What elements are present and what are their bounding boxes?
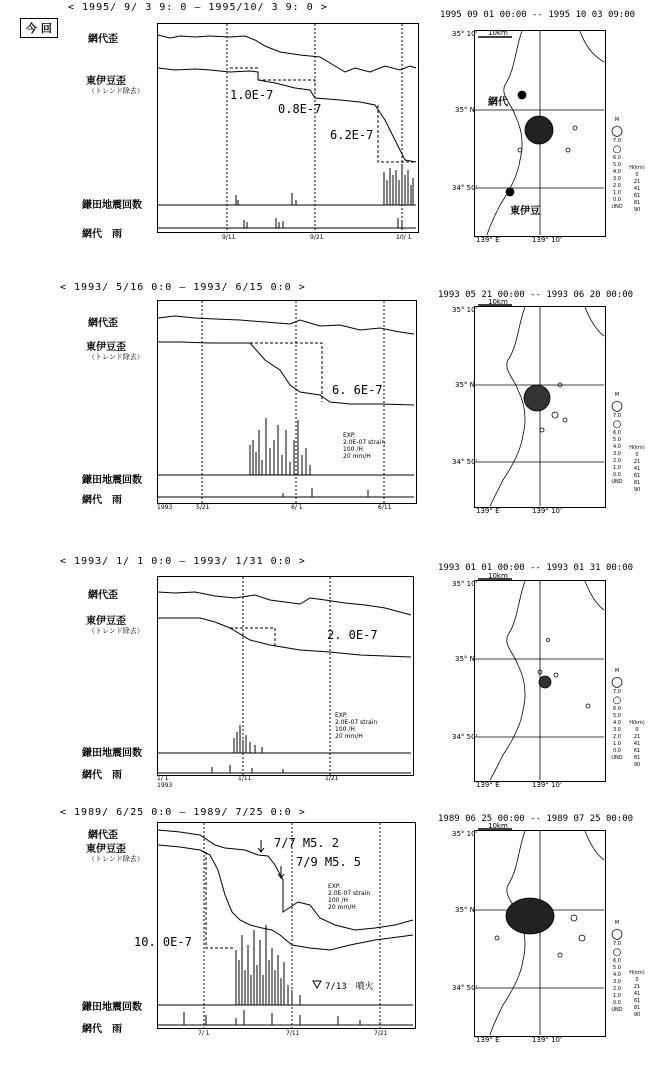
legend-mag: 4.0 xyxy=(613,720,621,726)
legend-depth: 81 xyxy=(633,200,641,206)
legend-circle-icon: ○ xyxy=(612,695,622,706)
legend-circle-icon: ○ xyxy=(612,947,622,958)
p2-tick-3: 6/11 xyxy=(378,504,392,511)
legend-mag: 0.0 xyxy=(613,197,621,203)
p4-map-event xyxy=(495,936,499,940)
p4-map-lat-bot: 34° 50' xyxy=(452,984,478,992)
p1-ajiro-label: 網代歪 xyxy=(88,34,118,45)
p4-map-coast xyxy=(490,831,525,1035)
legend-depth: 61 xyxy=(633,748,641,754)
legend-mag: 5.0 xyxy=(613,965,621,971)
p3-trend-label: （トレンド除去） xyxy=(88,627,144,635)
p4-exp-strain: 2.0E-07 strain xyxy=(328,890,371,897)
p3-exp-rain: 20 mm/H xyxy=(335,733,363,740)
legend-depth: 41 xyxy=(633,741,641,747)
p3-map-lat-mid: 35° N xyxy=(455,655,475,663)
legend-depth: 90 xyxy=(633,762,641,768)
legend-depth: 41 xyxy=(633,186,641,192)
p1-higashi-label: 東伊豆歪 xyxy=(86,76,126,87)
legend-depth: 21 xyxy=(633,179,641,185)
legend-circle-icon: ○ xyxy=(610,674,624,690)
legend-depth: 0 xyxy=(635,172,639,178)
p3-ajiro-label: 網代歪 xyxy=(88,590,118,601)
p2-map-lon-left: 139° E xyxy=(476,507,500,515)
panel3-range: < 1993/ 1/ 1 0:0 — 1993/ 1/31 0:0 > xyxy=(60,556,306,567)
p4-legend xyxy=(607,920,627,1014)
legend-m-label: M xyxy=(614,920,620,926)
legend-depth: 90 xyxy=(633,1012,641,1018)
panel4-range: < 1989/ 6/25 0:0 — 1989/ 7/25 0:0 > xyxy=(60,807,306,818)
p3-year-tick: 1993 xyxy=(157,782,173,789)
p4-map-lat-top: 35° 10' xyxy=(452,830,478,838)
p2-map-lat-bot: 34° 50' xyxy=(452,458,478,466)
legend-mag: 2.0 xyxy=(613,986,621,992)
p4-anno-eruption: 7/13 噴火 xyxy=(325,982,374,992)
legend-mag: 1.0 xyxy=(613,190,621,196)
p3-anno-1: 2. 0E-7 xyxy=(327,628,378,642)
legend-mag: 6.0 xyxy=(613,706,621,712)
p2-rain-label: 網代 雨 xyxy=(82,495,122,506)
legend-mag: 1.0 xyxy=(613,465,621,471)
legend-mag: 0.0 xyxy=(613,1000,621,1006)
legend-und: UND xyxy=(611,755,623,761)
legend-depth: 41 xyxy=(633,466,641,472)
p2-tick-2: 6/ 1 xyxy=(291,504,303,511)
legend-mag: 3.0 xyxy=(613,979,621,985)
p4-anno-strain: 10. 0E-7 xyxy=(134,935,192,949)
p3-map-period: 1993 01 01 00:00 -- 1993 01 31 00:00 xyxy=(438,563,634,573)
legend-m-label: M xyxy=(614,117,620,123)
legend-mag: 4.0 xyxy=(613,972,621,978)
p2-map-lat-mid: 35° N xyxy=(455,381,475,389)
p4-tick-1: 7/ 1 xyxy=(198,1030,210,1037)
legend-circle-icon: ○ xyxy=(610,926,624,942)
legend-depth: 21 xyxy=(633,984,641,990)
legend-depth-label: H(km) xyxy=(629,970,645,976)
p4-exp-count: 100 /H xyxy=(328,897,348,904)
p4-map-lon-right: 139° 10' xyxy=(532,1036,562,1044)
legend-mag: 3.0 xyxy=(613,176,621,182)
legend-mag: 6.0 xyxy=(613,155,621,161)
legend-mag: 7.0 xyxy=(613,413,621,419)
p4-legend-depth xyxy=(626,970,648,1019)
p2-exp-strain: 2.0E-07 strain xyxy=(343,439,386,446)
p1-map-period: 1995 09 01 00:00 -- 1995 10 03 09:00 xyxy=(440,10,636,20)
p3-tick-3: 1/21 xyxy=(325,775,339,782)
p4-tick-3: 7/21 xyxy=(374,1030,388,1037)
legend-mag: 3.0 xyxy=(613,727,621,733)
legend-mag: 1.0 xyxy=(613,993,621,999)
p1-map-scale: 10km xyxy=(488,29,508,37)
legend-mag: 5.0 xyxy=(613,162,621,168)
legend-depth: 21 xyxy=(633,734,641,740)
p2-exp-title: EXP. xyxy=(343,432,356,439)
legend-mag: 7.0 xyxy=(613,689,621,695)
p3-rain-label: 網代 雨 xyxy=(82,770,122,781)
legend-depth: 81 xyxy=(633,1005,641,1011)
p4-map-cluster xyxy=(506,898,554,934)
legend-circle-icon: ○ xyxy=(610,123,624,139)
p1-trend-label: （トレンド除去） xyxy=(88,87,144,95)
legend-depth: 81 xyxy=(633,755,641,761)
legend-depth: 0 xyxy=(635,977,639,983)
p2-map-period: 1993 05 21 00:00 -- 1993 06 20 00:00 xyxy=(438,290,634,300)
legend-und: UND xyxy=(611,479,623,485)
legend-mag: 7.0 xyxy=(613,941,621,947)
p3-higashi-label: 東伊豆歪 xyxy=(86,616,126,627)
p2-tick-1: 5/21 xyxy=(196,504,210,511)
p1-anno-2: 0.8E-7 xyxy=(278,102,322,116)
p2-map-lon-right: 139° 10' xyxy=(532,507,562,515)
legend-mag: 1.0 xyxy=(613,741,621,747)
p3-map-scale: 10km xyxy=(488,572,508,580)
legend-und: UND xyxy=(611,204,623,210)
p4-tick-2: 7/11 xyxy=(286,1030,300,1037)
legend-mag: 6.0 xyxy=(613,430,621,436)
panel1-range: < 1995/ 9/ 3 9: 0 — 1995/10/ 3 9: 0 > xyxy=(68,2,328,13)
legend-mag: 2.0 xyxy=(613,734,621,740)
legend-depth: 90 xyxy=(633,487,641,493)
legend-mag: 2.0 xyxy=(613,183,621,189)
p3-map-lon-left: 139° E xyxy=(476,781,500,789)
legend-depth-label: H(km) xyxy=(629,720,645,726)
p4-quake-label: 鎌田地震回数 xyxy=(82,1002,142,1013)
p4-map-scale: 10km xyxy=(488,822,508,830)
legend-depth: 41 xyxy=(633,991,641,997)
p4-higashi-label: 東伊豆歪 xyxy=(86,844,126,855)
p4-map-coast-ne xyxy=(585,831,604,860)
p1-anno-1: 1.0E-7 xyxy=(230,88,274,102)
legend-depth-label: H(km) xyxy=(629,445,645,451)
legend-mag: 0.0 xyxy=(613,472,621,478)
p2-exp-count: 100 /H xyxy=(343,446,363,453)
legend-depth: 61 xyxy=(633,473,641,479)
p2-year-tick: 1993 xyxy=(157,504,173,511)
p2-trend-label: （トレンド除去） xyxy=(88,353,144,361)
p3-quake-label: 鎌田地震回数 xyxy=(82,748,142,759)
p1-tick-3: 10/ 1 xyxy=(396,234,412,241)
p4-map-period: 1989 06 25 00:00 -- 1989 07 25 00:00 xyxy=(438,814,634,824)
p3-exp-title: EXP. xyxy=(335,712,348,719)
p1-quake-label: 鎌田地震回数 xyxy=(82,200,142,211)
p4-trend-label: （トレンド除去） xyxy=(88,855,144,863)
p4-ajiro-label: 網代歪 xyxy=(88,830,118,841)
p3-tick-1: 1/ 1 xyxy=(157,775,169,782)
p2-map-lat-top: 35° 10' xyxy=(452,306,478,314)
p4-map-lon-left: 139° E xyxy=(476,1036,500,1044)
p1-map-lon-left: 139° E xyxy=(476,236,500,244)
p4-map-lat-mid: 35° N xyxy=(455,906,475,914)
p3-exp-strain: 2.0E-07 strain xyxy=(335,719,378,726)
legend-mag: 4.0 xyxy=(613,169,621,175)
p2-exp-rain: 20 mm/H xyxy=(343,453,371,460)
legend-circle-icon: ○ xyxy=(610,398,624,414)
legend-depth: 81 xyxy=(633,480,641,486)
p1-map-lon-right: 139° 10' xyxy=(532,236,562,244)
p1-tick-1: 9/11 xyxy=(222,234,236,241)
p1-map-lat-top: 35° 10' xyxy=(452,30,478,38)
p1-map-place-higashi: 東伊豆 xyxy=(510,206,540,217)
p4-exp-rain: 20 mm/H xyxy=(328,904,356,911)
p4-anno-m52: 7/7 M5. 2 xyxy=(274,836,340,850)
legend-depth: 61 xyxy=(633,193,641,199)
panel2-range: < 1993/ 5/16 0:0 — 1993/ 6/15 0:0 > xyxy=(60,282,306,293)
p2-map-scale: 10km xyxy=(488,298,508,306)
legend-und: UND xyxy=(611,1007,623,1013)
legend-m-label: M xyxy=(614,668,620,674)
legend-depth: 61 xyxy=(633,998,641,1004)
legend-depth-label: H(km) xyxy=(629,165,645,171)
p1-map-place-ajiro: 網代 xyxy=(488,97,508,108)
p4-map-event xyxy=(571,915,577,921)
p1-map-lat-bot: 34° 50' xyxy=(452,184,478,192)
legend-depth: 0 xyxy=(635,727,639,733)
legend-depth: 90 xyxy=(633,207,641,213)
legend-mag: 6.0 xyxy=(613,958,621,964)
p2-higashi-label: 東伊豆歪 xyxy=(86,342,126,353)
legend-mag: 7.0 xyxy=(613,138,621,144)
p2-quake-label: 鎌田地震回数 xyxy=(82,475,142,486)
legend-depth: 21 xyxy=(633,459,641,465)
p4-map-event xyxy=(558,953,562,957)
legend-depth: 0 xyxy=(635,452,639,458)
p1-anno-3: 6.2E-7 xyxy=(330,128,374,142)
p4-exp-title: EXP. xyxy=(328,883,341,890)
legend-mag: 5.0 xyxy=(613,437,621,443)
p4-rain-label: 網代 雨 xyxy=(82,1024,122,1035)
legend-mag: 0.0 xyxy=(613,748,621,754)
p2-ajiro-label: 網代歪 xyxy=(88,318,118,329)
legend-mag: 5.0 xyxy=(613,713,621,719)
legend-circle-icon: ○ xyxy=(612,144,622,155)
p3-map-lon-right: 139° 10' xyxy=(532,781,562,789)
p3-map-lat-bot: 34° 50' xyxy=(452,733,478,741)
current-badge: 今 回 xyxy=(20,18,58,38)
legend-mag: 2.0 xyxy=(613,458,621,464)
p4-map-event xyxy=(579,935,585,941)
p3-tick-2: 1/11 xyxy=(238,775,252,782)
p4-anno-m55: 7/9 M5. 5 xyxy=(296,855,362,869)
legend-m-label: M xyxy=(614,392,620,398)
p1-tick-2: 9/21 xyxy=(310,234,324,241)
p1-map-lat-mid: 35° N xyxy=(455,106,475,114)
p3-exp-count: 100 /H xyxy=(335,726,355,733)
p3-map-lat-top: 35° 10' xyxy=(452,580,478,588)
p1-rain-label: 網代 雨 xyxy=(82,229,122,240)
legend-mag: 3.0 xyxy=(613,451,621,457)
p2-anno-1: 6. 6E-7 xyxy=(332,383,383,397)
legend-mag: 4.0 xyxy=(613,444,621,450)
legend-circle-icon: ○ xyxy=(612,419,622,430)
